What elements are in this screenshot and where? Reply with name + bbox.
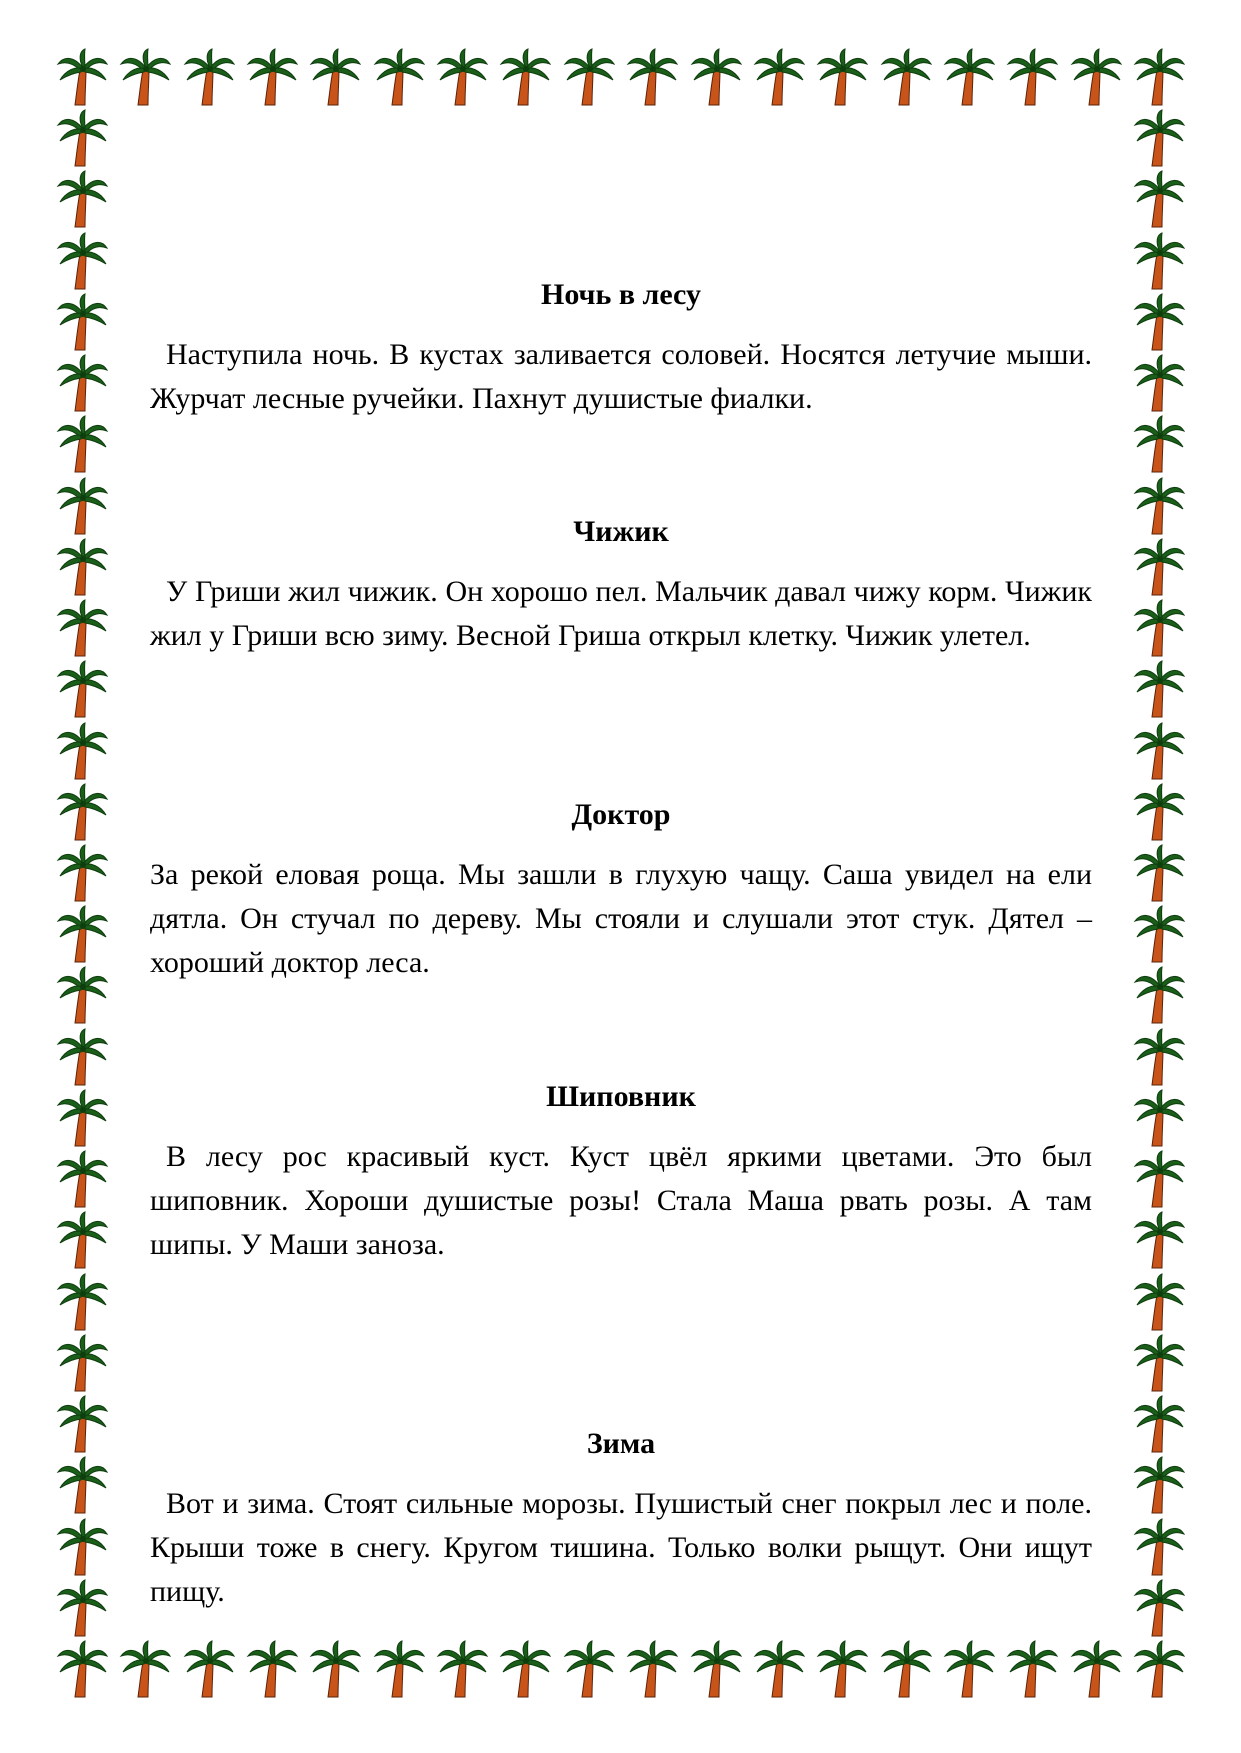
palm-tree-icon [119,48,171,108]
palm-tree-icon [56,1395,108,1455]
palm-tree-icon [1133,599,1185,659]
palm-tree-icon [119,1640,171,1700]
palm-tree-icon [56,538,108,598]
palm-tree-icon [56,1579,108,1639]
palm-tree-icon [816,1640,868,1700]
palm-tree-icon [816,48,868,108]
story-title: Ночь в лесу [541,278,701,311]
palm-tree-icon [1133,844,1185,904]
palm-tree-icon [943,1640,995,1700]
palm-tree-icon [1133,232,1185,292]
story-text: В лесу рос красивый куст. Куст цвёл яркими цветами. Это был шиповник. Хороши душистые розы! Стала Маша рвать розы. А там шипы. У Маши заноза. [150,1140,1092,1261]
palm-tree-icon [56,354,108,414]
palm-tree-icon [499,1640,551,1700]
story-text: У Гриши жил чижик. Он хорошо пел. Мальчик давал чижу корм. Чижик жил у Гриши всю зиму. Весной Гриша открыл клетку. Чижик улетел. [150,575,1092,652]
palm-tree-icon [373,1640,425,1700]
story-text: Наступила ночь. В кустах заливается соловей. Носятся летучие мыши. Журчат лесные ручейки. Пахнут душистые фиалки. [150,338,1092,415]
palm-tree-icon [56,1089,108,1149]
palm-tree-icon [436,48,488,108]
palm-tree-icon [246,48,298,108]
palm-tree-icon [1133,1640,1185,1700]
palm-tree-icon [56,1211,108,1271]
palm-tree-icon [56,1456,108,1516]
palm-tree-icon [56,783,108,843]
palm-tree-icon [690,48,742,108]
palm-tree-icon [56,1150,108,1210]
palm-tree-icon [1133,1518,1185,1578]
palm-tree-icon [373,48,425,108]
palm-tree-icon [1133,477,1185,537]
palm-tree-icon [1133,354,1185,414]
palm-tree-icon [1006,48,1058,108]
palm-tree-icon [1133,1211,1185,1271]
story-winter [150,1424,1092,1614]
palm-tree-icon [246,1640,298,1700]
palm-tree-icon [1133,415,1185,475]
palm-tree-icon [626,48,678,108]
palm-tree-icon [56,1028,108,1088]
palm-tree-icon [56,722,108,782]
palm-tree-icon [1133,783,1185,843]
palm-tree-icon [56,599,108,659]
palm-tree-icon [499,48,551,108]
palm-tree-icon [1133,109,1185,169]
palm-tree-icon [56,232,108,292]
palm-tree-icon [1133,660,1185,720]
palm-tree-icon [690,1640,742,1700]
story-chizhik [150,512,1092,658]
palm-tree-icon [56,1518,108,1578]
palm-tree-icon [56,1334,108,1394]
palm-tree-icon [1133,1456,1185,1516]
story-title: Чижик [573,515,669,548]
palm-tree-icon [436,1640,488,1700]
story-title: Шиповник [546,1080,696,1113]
palm-tree-icon [753,1640,805,1700]
palm-tree-icon [1133,48,1185,108]
palm-tree-icon [626,1640,678,1700]
palm-tree-icon [1133,1150,1185,1210]
palm-tree-icon [1133,293,1185,353]
palm-tree-icon [56,293,108,353]
palm-tree-icon [1133,722,1185,782]
palm-tree-icon [1133,170,1185,230]
palm-tree-icon [1070,48,1122,108]
palm-tree-icon [1133,1089,1185,1149]
palm-tree-icon [880,1640,932,1700]
story-night-in-forest [150,275,1092,421]
story-doctor [150,795,1092,985]
story-shipovnik [150,1077,1092,1267]
palm-tree-icon [56,415,108,475]
palm-tree-icon [56,109,108,169]
palm-tree-icon [56,48,108,108]
palm-tree-icon [1133,1395,1185,1455]
palm-tree-icon [1133,1579,1185,1639]
palm-tree-icon [309,1640,361,1700]
story-text: За рекой еловая роща. Мы зашли в глухую чащу. Саша увидел на ели дятла. Он стучал по дереву. Мы стояли и слушали этот стук. Дятел – хороший доктор леса. [150,858,1092,979]
palm-tree-icon [753,48,805,108]
palm-tree-icon [1133,1334,1185,1394]
palm-tree-icon [56,844,108,904]
palm-tree-icon [56,170,108,230]
story-title: Доктор [571,798,671,831]
palm-tree-icon [56,905,108,965]
story-text: Вот и зима. Стоят сильные морозы. Пушистый снег покрыл лес и поле. Крыши тоже в снегу. Кругом тишина. Только волки рыщут. Они ищут пищу. [150,1487,1092,1608]
palm-tree-icon [1133,905,1185,965]
palm-tree-icon [1133,1273,1185,1333]
palm-tree-icon [1133,1028,1185,1088]
palm-tree-icon [563,48,615,108]
palm-tree-icon [1133,966,1185,1026]
palm-tree-icon [563,1640,615,1700]
palm-tree-icon [56,1640,108,1700]
palm-tree-icon [943,48,995,108]
palm-tree-icon [1133,538,1185,598]
palm-tree-icon [56,477,108,537]
palm-tree-icon [56,660,108,720]
palm-tree-icon [56,966,108,1026]
palm-tree-icon [1006,1640,1058,1700]
story-title: Зима [586,1427,656,1460]
palm-tree-icon [880,48,932,108]
palm-tree-icon [183,1640,235,1700]
palm-tree-icon [309,48,361,108]
palm-tree-icon [56,1273,108,1333]
palm-tree-icon [183,48,235,108]
palm-tree-icon [1070,1640,1122,1700]
